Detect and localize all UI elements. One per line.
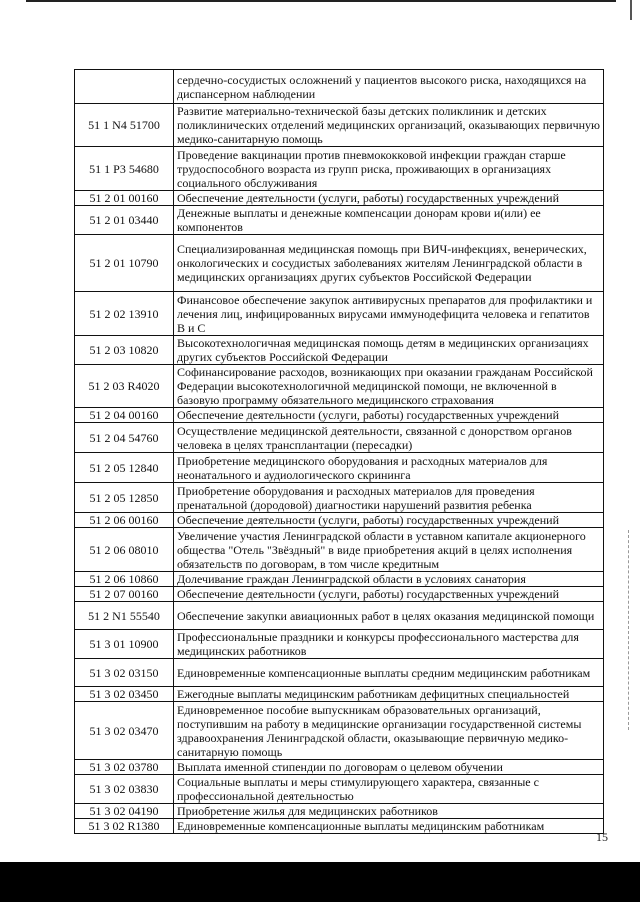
code-cell: 51 2 05 12850 xyxy=(75,483,174,513)
table-row xyxy=(75,702,604,760)
description-cell: Специализированная медицинская помощь при ВИЧ-инфекциях, венерических, онкологических и сосудистых заболеваниях жителям Ленинградской области в медицинских организациях других субъектов Российской Федерации xyxy=(174,235,604,292)
description-cell: Приобретение жилья для медицинских работников xyxy=(174,804,604,819)
code-cell: 51 2 07 00160 xyxy=(75,587,174,602)
table-row xyxy=(75,819,604,834)
description-cell: Социальные выплаты и меры стимулирующего характера, связанные с профессиональной деятельностью xyxy=(174,775,604,804)
table-row xyxy=(75,659,604,687)
code-cell: 51 3 02 03150 xyxy=(75,659,174,687)
description-cell: Обеспечение деятельности (услуги, работы) государственных учреждений xyxy=(174,191,604,206)
code-cell: 51 1 N4 51700 xyxy=(75,104,174,147)
description-cell: Денежные выплаты и денежные компенсации донорам крови и(или) ее компонентов xyxy=(174,206,604,235)
table-row xyxy=(75,775,604,804)
description-cell: Выплата именной стипендии по договорам о целевом обучении xyxy=(174,760,604,775)
table-row xyxy=(75,423,604,453)
table-row xyxy=(75,528,604,572)
description-cell: Финансовое обеспечение закупок антивирусных препаратов для профилактики и лечения лиц, инфицированных вирусами иммунодефицита человека и гепатитов В и С xyxy=(174,292,604,336)
description-cell: Единовременные компенсационные выплаты средним медицинским работникам xyxy=(174,659,604,687)
code-cell xyxy=(75,70,174,104)
code-cell: 51 3 02 03450 xyxy=(75,687,174,702)
scan-bottom-edge xyxy=(0,862,640,902)
description-cell: Приобретение оборудования и расходных материалов для проведения пренатальной (дородовой) диагностики нарушений развития ребенка xyxy=(174,483,604,513)
code-cell: 51 2 03 10820 xyxy=(75,336,174,365)
description-cell: Развитие материально-технической базы детских поликлиник и детских поликлинических отделений медицинских организаций, оказывающих первичную медико-санитарную помощь xyxy=(174,104,604,147)
description-cell: Обеспечение деятельности (услуги, работы) государственных учреждений xyxy=(174,408,604,423)
table-row xyxy=(75,483,604,513)
table-row xyxy=(75,602,604,630)
table-row xyxy=(75,804,604,819)
description-cell: Обеспечение деятельности (услуги, работы) государственных учреждений xyxy=(174,513,604,528)
code-cell: 51 1 P3 54680 xyxy=(75,147,174,191)
description-cell: Осуществление медицинской деятельности, связанной с донорством органов человека в целях трансплантации (пересадки) xyxy=(174,423,604,453)
code-cell: 51 2 01 00160 xyxy=(75,191,174,206)
code-cell: 51 2 01 10790 xyxy=(75,235,174,292)
description-cell: Обеспечение деятельности (услуги, работы) государственных учреждений xyxy=(174,587,604,602)
table-row xyxy=(75,630,604,659)
table-row xyxy=(75,572,604,587)
description-cell: сердечно-сосудистых осложнений у пациентов высокого риска, находящихся на диспансерном наблюдении xyxy=(174,70,604,104)
code-cell: 51 2 04 00160 xyxy=(75,408,174,423)
code-cell: 51 3 02 03780 xyxy=(75,760,174,775)
table-row xyxy=(75,147,604,191)
table-row xyxy=(75,191,604,206)
code-cell: 51 2 04 54760 xyxy=(75,423,174,453)
code-cell: 51 2 05 12840 xyxy=(75,453,174,483)
code-cell: 51 2 02 13910 xyxy=(75,292,174,336)
code-cell: 51 2 N1 55540 xyxy=(75,602,174,630)
description-cell: Высокотехнологичная медицинская помощь детям в медицинских организациях других субъектов Российской Федерации xyxy=(174,336,604,365)
description-cell: Профессиональные праздники и конкурсы профессионального мастерства для медицинских работников xyxy=(174,630,604,659)
budget-codes-table xyxy=(74,69,604,834)
code-cell: 51 2 06 08010 xyxy=(75,528,174,572)
scan-side-marks xyxy=(628,530,633,730)
code-cell: 51 2 06 10860 xyxy=(75,572,174,587)
code-cell: 51 2 06 00160 xyxy=(75,513,174,528)
description-cell: Проведение вакцинации против пневмококковой инфекции граждан старше трудоспособного возраста из групп риска, проживающих в организациях социального обслуживания xyxy=(174,147,604,191)
description-cell: Приобретение медицинского оборудования и расходных материалов для неонатального и аудиологического скрининга xyxy=(174,453,604,483)
code-cell: 51 3 02 R1380 xyxy=(75,819,174,834)
code-cell: 51 3 02 03470 xyxy=(75,702,174,760)
table-row xyxy=(75,513,604,528)
description-cell: Единовременное пособие выпускникам образовательных организаций, поступившим на работу в медицинские организации государственной системы здравоохранения Ленинградской области, оказывающие первичную медико-санитарную помощь xyxy=(174,702,604,760)
table-row xyxy=(75,336,604,365)
table-row xyxy=(75,235,604,292)
description-cell: Единовременные компенсационные выплаты медицинским работникам xyxy=(174,819,604,834)
table-row xyxy=(75,292,604,336)
description-cell: Софинансирование расходов, возникающих при оказании гражданам Российской Федерации высокотехнологичной медицинской помощи, не включенной в базовую программу обязательного медицинского страхования xyxy=(174,365,604,408)
description-cell: Ежегодные выплаты медицинским работникам дефицитных специальностей xyxy=(174,687,604,702)
code-cell: 51 2 01 03440 xyxy=(75,206,174,235)
table-row xyxy=(75,453,604,483)
scan-right-edge xyxy=(630,0,632,20)
code-cell: 51 3 02 04190 xyxy=(75,804,174,819)
table-row xyxy=(75,70,604,104)
code-cell: 51 3 02 03830 xyxy=(75,775,174,804)
description-cell: Обеспечение закупки авиационных работ в целях оказания медицинской помощи xyxy=(174,602,604,630)
table-row xyxy=(75,687,604,702)
table-row xyxy=(75,104,604,147)
description-cell: Увеличение участия Ленинградской области в уставном капитале акционерного общества "Отель "Звёздный" в виде приобретения акций в целях исполнения обязательств по договорам, в том числе кредитным xyxy=(174,528,604,572)
table-row xyxy=(75,206,604,235)
code-cell: 51 2 03 R4020 xyxy=(75,365,174,408)
table-row xyxy=(75,408,604,423)
table-row xyxy=(75,365,604,408)
scan-top-edge xyxy=(26,0,616,2)
table-row xyxy=(75,760,604,775)
table-row xyxy=(75,587,604,602)
page-number: 15 xyxy=(596,830,608,844)
description-cell: Долечивание граждан Ленинградской области в условиях санатория xyxy=(174,572,604,587)
code-cell: 51 3 01 10900 xyxy=(75,630,174,659)
